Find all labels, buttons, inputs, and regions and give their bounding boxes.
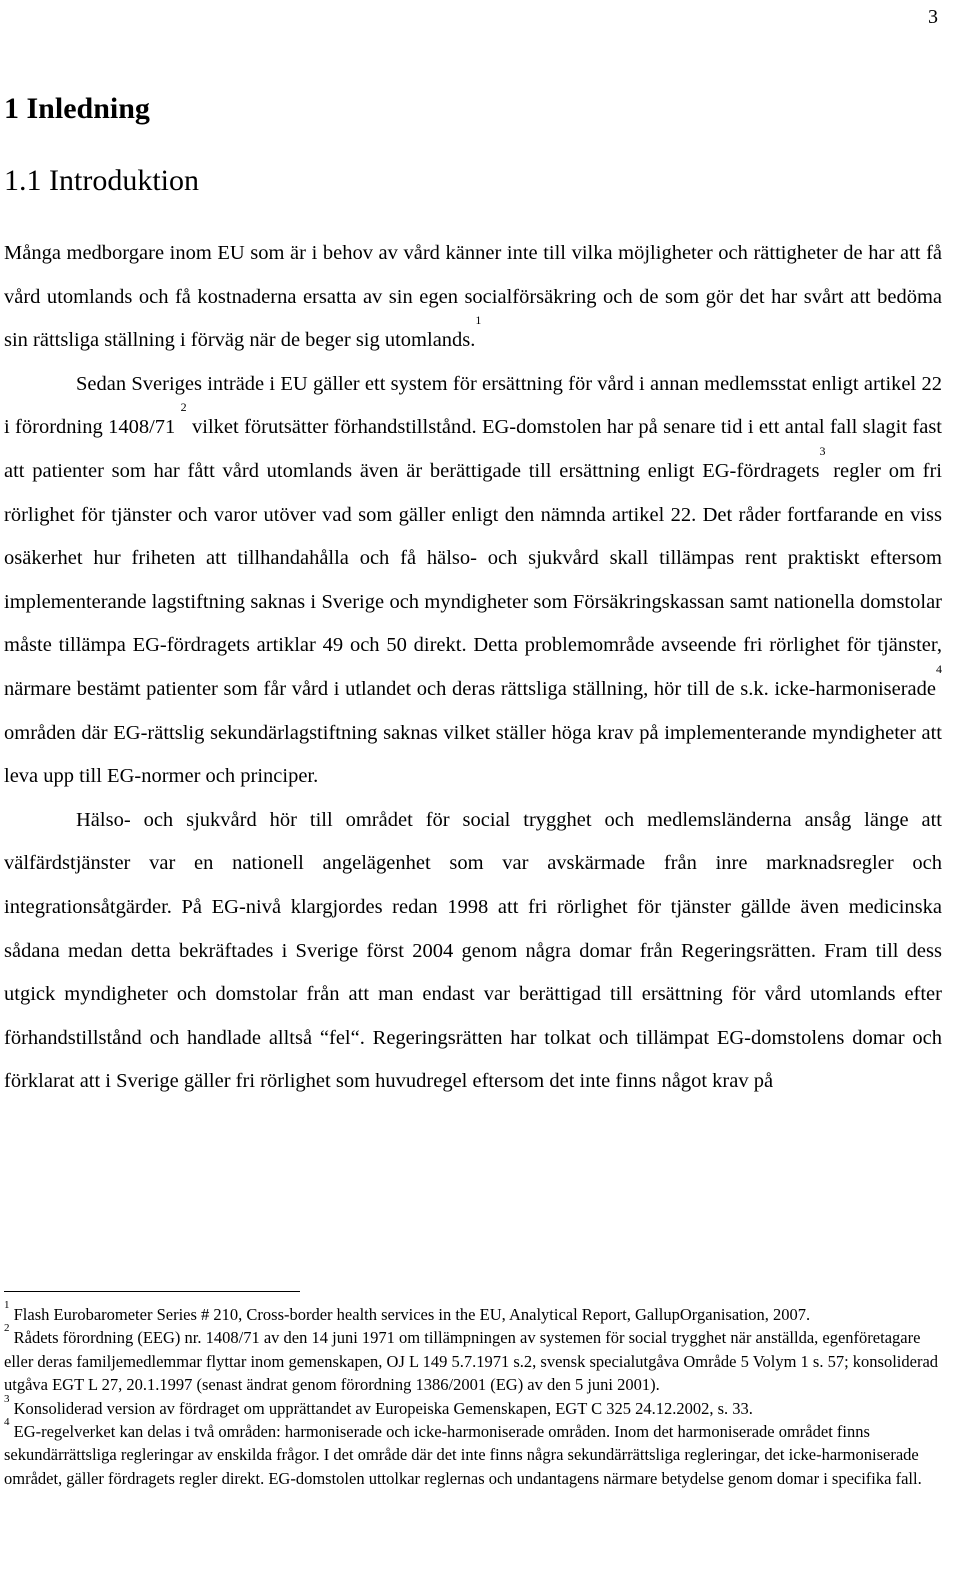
section-heading: 1.1 Introduktion — [4, 164, 199, 197]
footnote-3 — [4, 1392, 942, 1420]
footnote-number: 2 — [4, 1322, 10, 1335]
paragraph-2 — [4, 363, 942, 799]
footnote-text: EG-regelverket kan delas i två områden: harmoniserade och icke-harmoniserade områden. Inom det harmoniserade området finns sekundärrättsliga regleringar av enskilda frågor. I det område där det inte finns några sekundärrättsliga regleringar, det icke-harmoniserade området, gäller fördragets regler direkt. EG-domstolen uttolkar reglernas och undantagens närmare betydelse genom domar i specifika fall. — [4, 1422, 922, 1488]
footnote-separator — [4, 1291, 300, 1292]
paragraph-1 — [4, 232, 942, 363]
paragraph-text: Många medborgare inom EU som är i behov av vård känner inte till vilka möjligheter och rättigheter de har att få vård utomlands och få kostnaderna ersatta av sin egen socialförsäkring och de som gör det har svårt att bedöma sin rättsliga ställning i förväg när de beger sig utomlands. — [4, 242, 942, 352]
footnotes — [4, 1299, 942, 1490]
paragraph-text: områden där EG-rättslig sekundärlagstiftning saknas vilket ställer höga krav på implementerande myndigheter att leva upp till EG-normer och principer. — [4, 721, 942, 788]
paragraph-text: Hälso- och sjukvård hör till området för social trygghet och medlemsländerna ansåg länge att välfärdstjänster var en nationell angelägenhet som var avskärmade från inre marknadsregler och integrationsåtgärder. På EG-nivå klargjordes redan 1998 att fri rörlighet för tjänster gällde även medicinska sådana medan detta bekräftades i Sverige först 2004 genom några domar från Regeringsrätten. Fram till dess utgick myndigheter och domstolar från att man endast var berättigad till ersättning för vård utomlands efter förhandstillstånd och handlade alltså “fel“. Regeringsrätten har tolkat och tillämpat EG-domstolens domar och förklarat att i Sverige gäller fri rörlighet som huvudregel eftersom det inte finns något krav på — [4, 808, 942, 1093]
footnote-ref-4[interactable]: 4 — [936, 661, 942, 676]
footnote-number: 4 — [4, 1416, 10, 1429]
chapter-heading: 1 Inledning — [4, 92, 150, 125]
paragraph-text: vilket förutsätter förhandstillstånd. EG-domstolen har på senare tid i ett antal fall slagit fast att patienter som har fått vård utomlands även är berättigade till ersättning enligt EG-fördragets — [4, 416, 943, 482]
footnote-ref-1[interactable]: 1 — [475, 313, 482, 328]
footnote-2 — [4, 1322, 942, 1396]
footnote-ref-2[interactable]: 2 — [180, 400, 187, 415]
page-number: 3 — [928, 6, 938, 28]
footnote-number: 1 — [4, 1299, 10, 1311]
footnote-text: Konsoliderad version av fördraget om upprättandet av Europeiska Gemenskapen, EGT C 325 24.12.2002, s. 33. — [13, 1398, 753, 1418]
paragraph-text: Sedan Sveriges inträde i EU gäller ett system för ersättning för vård i annan medlemsstat enligt artikel 22 i förordning 1408/71 — [4, 372, 942, 439]
footnote-4 — [4, 1416, 942, 1490]
footnote-text: Rådets förordning (EEG) nr. 1408/71 av den 14 juni 1971 om tillämpningen av systemen för social trygghet när anställda, egenföretagare eller deras familjemedlemmar flyttar inom gemenskapen, OJ L 149 5.7.1971 s.2, svensk specialutgåva Område 5 Volym 1 s. 57; konsoliderad utgåva EGT L 27, 20.1.1997 (senast ändrat genom förordning 1386/2001 (EG) av den 5 juni 2001). — [4, 1328, 939, 1395]
footnote-1 — [4, 1299, 942, 1326]
footnote-text: Flash Eurobarometer Series # 210, Cross-border health services in the EU, Analytical Report, GallupOrganisation, 2007. — [13, 1305, 811, 1324]
footnote-ref-3[interactable]: 3 — [819, 443, 826, 458]
paragraph-text: regler om fri rörlighet för tjänster och varor utöver vad som gäller enligt den nämnda artikel 22. Det råder fortfarande en viss osäkerhet hur friheten att tillhandahålla och få hälso- och sjukvård skall tillämpas rent praktiskt eftersom implementerande lagstiftning saknas i Sverige och myndigheter som Försäkringskassan samt nationella domstolar måste tillämpa EG-fördragets artiklar 49 och 50 direkt. Detta problemområde avseende fri rörlighet för tjänster, närmare bestämt patienter som får vård i utlandet och deras rättsliga ställning, hör till de s.k. icke-harmoniserade — [4, 459, 943, 700]
footnote-number: 3 — [4, 1392, 10, 1405]
paragraph-3 — [4, 799, 942, 1104]
body-text — [4, 232, 942, 1104]
